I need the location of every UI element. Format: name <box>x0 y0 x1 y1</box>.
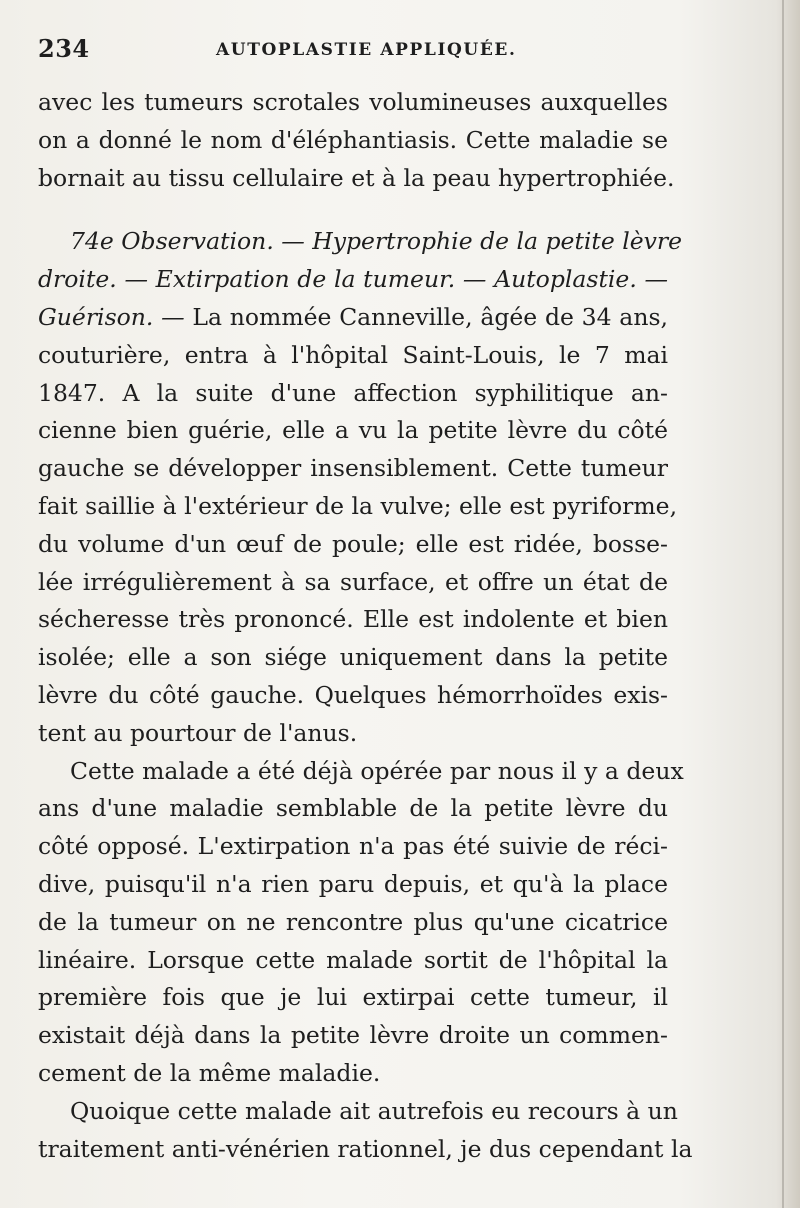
text-line: Quoique cette malade ait autrefois eu recours à un <box>70 1096 678 1125</box>
paragraph-4 <box>38 1093 693 1169</box>
paragraph-3 <box>38 753 684 1093</box>
text-line: dive, puisqu'il n'a rien paru depuis, et qu'à la place <box>38 869 668 898</box>
text-line: on a donné le nom d'éléphantiasis. Cette maladie se <box>38 125 668 154</box>
text-line: Cette malade a été déjà opérée par nous il y a deux <box>70 756 684 785</box>
observation-heading-line <box>38 261 668 299</box>
observation-heading-line <box>38 223 683 261</box>
text-line: linéaire. Lorsque cette malade sortit de l'hôpital la <box>38 945 668 974</box>
observation-heading-line <box>38 299 668 337</box>
observation-text: La nommée Canneville, âgée de 34 ans, <box>184 302 668 331</box>
text-line: côté opposé. L'extirpation n'a pas été suivie de réci- <box>38 832 668 861</box>
observation-heading-text: droite. — Extirpation de la tumeur. — Autoplastie. — <box>38 265 668 294</box>
text-line: gauche se développer insensiblement. Cette tumeur <box>38 454 668 483</box>
text-line: isolée; elle a son siége uniquement dans la petite <box>38 643 668 672</box>
text-line: cement de la même maladie. <box>38 1058 381 1087</box>
page-edge <box>782 0 784 1208</box>
text-line: lèvre du côté gauche. Quelques hémorrhoïdes exis- <box>38 680 668 709</box>
text-line: fait saillie à l'extérieur de la vulve; elle est pyriforme, <box>38 491 678 520</box>
text-line: cienne bien guérie, elle a vu la petite lèvre du côté <box>38 416 668 445</box>
text-line: 1847. A la suite d'une affection syphilitique an- <box>38 378 668 407</box>
text-line: traitement anti-vénérien rationnel, je dus cependant la <box>38 1134 693 1163</box>
text-line: sécheresse très prononcé. Elle est indolente et bien <box>38 605 668 634</box>
observation-heading-text: 74e Observation. — Hypertrophie de la petite lèvre <box>70 227 683 256</box>
text-line: du volume d'un œuf de poule; elle est ridée, bosse- <box>38 529 668 558</box>
observation-heading-text: Guérison. — <box>38 302 185 331</box>
text-line: avec les tumeurs scrotales volumineuses auxquelles <box>38 88 668 116</box>
observation-paragraph <box>38 223 683 752</box>
text-line: couturière, entra à l'hôpital Saint-Louis, le 7 mai <box>38 340 668 369</box>
page-header <box>38 34 658 66</box>
page-number: 234 <box>38 34 90 63</box>
text-line: première fois que je lui extirpai cette tumeur, il <box>38 983 668 1012</box>
text-line: bornait au tissu cellulaire et à la peau hypertrophiée. <box>38 163 675 192</box>
running-title: AUTOPLASTIE APPLIQUÉE. <box>216 40 517 60</box>
paragraph-1 <box>38 84 675 197</box>
text-line: ans d'une maladie semblable de la petite lèvre du <box>38 794 668 823</box>
page-body <box>38 84 693 1168</box>
text-line: existait déjà dans la petite lèvre droite un commen- <box>38 1021 668 1050</box>
text-line: lée irrégulièrement à sa surface, et offre un état de <box>38 567 668 596</box>
text-line: de la tumeur on ne rencontre plus qu'une cicatrice <box>38 907 668 936</box>
text-line: tent au pourtour de l'anus. <box>38 718 358 747</box>
